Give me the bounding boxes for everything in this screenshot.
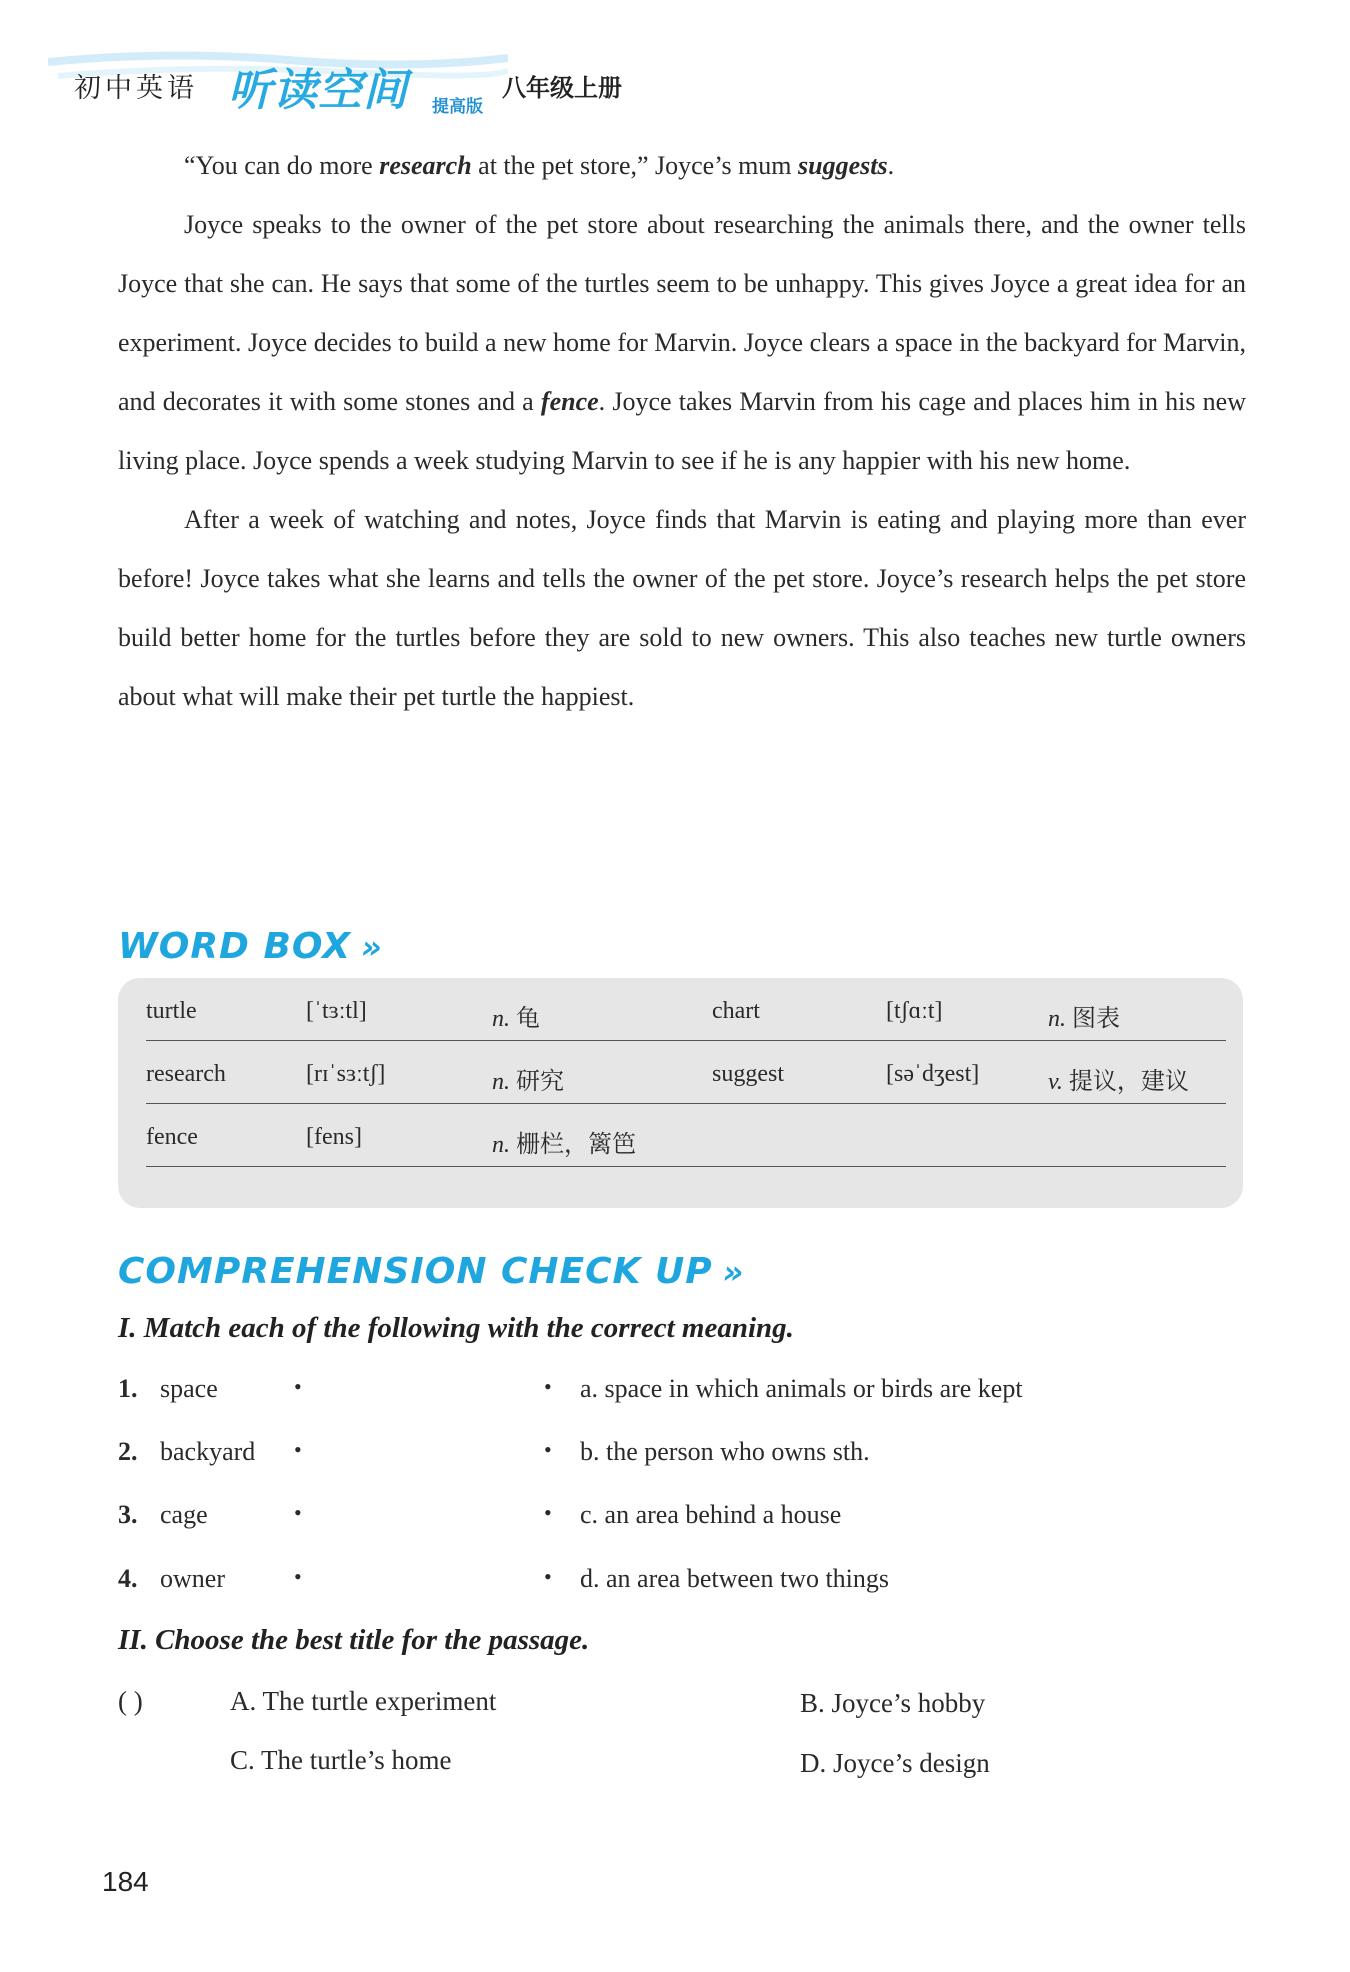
item-number: 4. <box>118 1564 138 1593</box>
paragraph-1 <box>118 136 1246 195</box>
meaning: 研究 <box>516 1069 564 1095</box>
question-2-heading: II. Choose the best title for the passage. <box>118 1624 590 1656</box>
word-box <box>118 978 1243 1208</box>
match-word: backyard <box>160 1437 256 1466</box>
match-word: cage <box>160 1500 208 1529</box>
part-of-speech: n. <box>1048 1006 1066 1032</box>
match-meaning: a. space in which animals or birds are kept <box>580 1374 1023 1403</box>
page-number: 184 <box>102 1866 149 1897</box>
p1-text-a: “You can do more <box>184 151 380 180</box>
right-dot-icon[interactable]: • <box>544 1374 552 1399</box>
meaning: 图表 <box>1072 1006 1120 1032</box>
match-word: owner <box>160 1564 225 1593</box>
vocab-fence: fence <box>540 387 599 416</box>
meaning: 提议，建议 <box>1068 1069 1189 1095</box>
option-d[interactable]: D. Joyce’s design <box>800 1748 990 1778</box>
comprehension-title-text: COMPREHENSION CHECK UP <box>118 1251 713 1292</box>
match-item <box>118 1564 1218 1604</box>
wordbox-title-text: WORD BOX <box>118 926 351 967</box>
match-item <box>118 1437 1218 1477</box>
option-a[interactable]: A. The turtle experiment <box>230 1686 497 1716</box>
word: turtle <box>146 998 197 1024</box>
right-dot-icon[interactable]: • <box>544 1564 552 1589</box>
series-name: 初中英语 <box>74 73 198 104</box>
word: chart <box>712 998 760 1024</box>
meaning: 栅栏，篱笆 <box>516 1132 636 1158</box>
paragraph-2 <box>118 195 1246 490</box>
right-dot-icon[interactable]: • <box>544 1500 552 1525</box>
left-dot-icon[interactable]: • <box>294 1437 302 1462</box>
word: research <box>146 1061 226 1087</box>
vocab-research: research <box>379 151 472 180</box>
part-of-speech: v. <box>1048 1069 1063 1095</box>
p1-text-b: at the pet store,” Joyce’s mum <box>471 151 799 180</box>
option-c[interactable]: C. The turtle’s home <box>230 1745 452 1775</box>
question-1-heading: I. Match each of the following with the correct meaning. <box>118 1312 794 1344</box>
item-number: 1. <box>118 1374 138 1403</box>
right-dot-icon[interactable]: • <box>544 1437 552 1462</box>
item-number: 3. <box>118 1500 138 1529</box>
word: fence <box>146 1124 198 1150</box>
brand-title: 听读空间 <box>228 65 408 116</box>
phonetic: [səˈdʒest] <box>886 1061 980 1087</box>
option-b[interactable]: B. Joyce’s hobby <box>800 1688 986 1718</box>
p2-text-a: Joyce speaks to the owner of the pet store about researching the animals there, and the owner tells Joyce that she can. He says that some of the turtles seem to be unhappy. This gives Joyce a great idea for an experiment. Joyce decides to build a new home for Marvin. Joyce clears a space in the backyard for Marvin, and decorates it with some stones and a <box>118 210 1246 416</box>
word: suggest <box>712 1061 784 1087</box>
double-chevron-icon: » <box>360 928 383 966</box>
left-dot-icon[interactable]: • <box>294 1500 302 1525</box>
p1-text-c: . <box>887 151 895 180</box>
left-dot-icon[interactable]: • <box>294 1374 302 1399</box>
phonetic: [ˈtɜːtl] <box>306 998 367 1024</box>
match-item <box>118 1374 1218 1414</box>
part-of-speech: n. <box>492 1132 510 1158</box>
match-meaning: b. the person who owns sth. <box>580 1437 870 1466</box>
item-number: 2. <box>118 1437 138 1466</box>
meaning: 龟 <box>516 1006 540 1032</box>
phonetic: [rɪˈsɜːtʃ] <box>306 1061 386 1087</box>
vocab-suggests: suggests <box>798 151 888 180</box>
p2-text-b: . Joyce takes Marvin from his cage and places him in his new living place. Joyce spends a week studying Marvin to see if he is any happier with his new home. <box>118 387 1246 475</box>
page-header <box>70 52 690 122</box>
reading-passage <box>118 136 1246 726</box>
match-meaning: c. an area behind a house <box>580 1500 842 1529</box>
paragraph-3: After a week of watching and notes, Joyce finds that Marvin is eating and playing more than ever before! Joyce takes what she learns and tells the owner of the pet store. Joyce’s research helps the pet store build better home for the turtles before they are sold to new owners. This also teaches new turtle owners about what will make their pet turtle the happiest. <box>118 505 1246 711</box>
part-of-speech: n. <box>492 1006 510 1032</box>
wordbox-title <box>118 926 383 967</box>
match-word: space <box>160 1374 218 1403</box>
wordbox-row <box>146 1041 1226 1104</box>
wordbox-row <box>146 978 1226 1041</box>
comprehension-title <box>118 1251 744 1292</box>
match-meaning: d. an area between two things <box>580 1564 890 1593</box>
grade-label: 八年级上册 <box>502 74 622 102</box>
double-chevron-icon: » <box>722 1253 745 1291</box>
phonetic: [fens] <box>306 1124 362 1150</box>
left-dot-icon[interactable]: • <box>294 1564 302 1589</box>
phonetic: [tʃɑːt] <box>886 998 943 1024</box>
edition-label: 提高版 <box>432 97 483 117</box>
wordbox-row <box>146 1104 1226 1167</box>
part-of-speech: n. <box>492 1069 510 1095</box>
match-item <box>118 1500 1218 1540</box>
answer-bracket[interactable]: ( ) <box>118 1686 143 1716</box>
